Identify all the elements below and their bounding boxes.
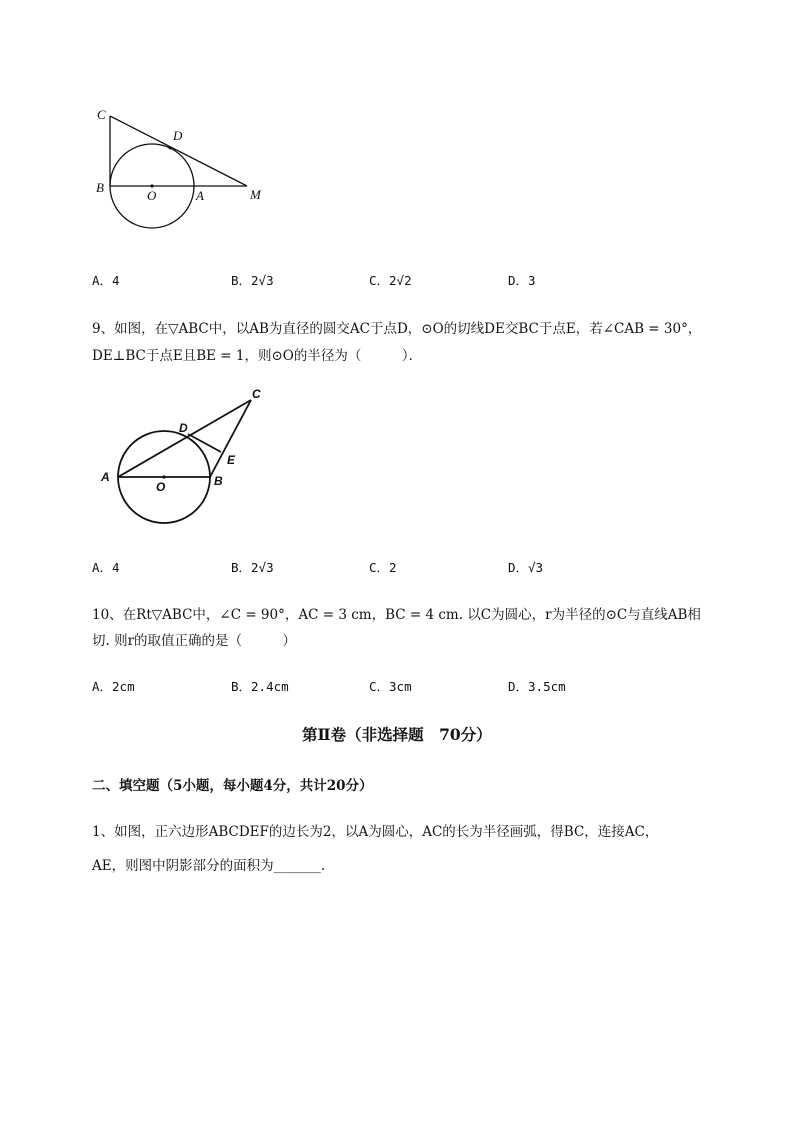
label-c: C	[97, 107, 106, 122]
fill1-line-1: 1、如图，正六边形ABCDEF的边长为2，以A为圆心，AC的长为半径画弧，得BC，连接AC，	[92, 824, 659, 840]
q9-option-d[interactable]: D．√3	[508, 560, 544, 575]
section-title: 第Ⅱ卷（非选择题 70分）	[302, 725, 492, 744]
label-d: D	[173, 128, 183, 143]
label-a: A	[196, 188, 204, 203]
q9-line-1: 9、如图，在▽ABC中，以AB为直径的圆交AC于点D，⊙O的切线DE交BC于点E，若∠CAB = 30°，	[92, 321, 702, 337]
q10-option-b[interactable]: B．2.4cm	[231, 679, 289, 694]
q10-option-d[interactable]: D．3.5cm	[508, 679, 566, 694]
label-o: O	[147, 188, 157, 203]
q10-option-c[interactable]: C．3cm	[369, 679, 412, 694]
q9-line-2: DE⊥BC于点E且BE = 1，则⊙O的半径为（ ）．	[92, 348, 423, 364]
q10-option-a[interactable]: A．2cm	[92, 679, 135, 694]
label-d: D	[179, 421, 188, 435]
q9-option-c[interactable]: C．2	[369, 560, 397, 575]
label-c: C	[252, 387, 261, 401]
q8-option-c[interactable]: C．2√2	[369, 273, 412, 288]
q8-option-a[interactable]: A．4	[92, 273, 120, 288]
label-b: B	[96, 180, 104, 195]
label-b: B	[214, 474, 223, 488]
q8-option-d[interactable]: D．3	[508, 273, 536, 288]
q8-option-b[interactable]: B．2√3	[231, 273, 274, 288]
section2-heading: 二、填空题（5小题，每小题4分，共计20分）	[92, 778, 373, 794]
q10-line-2: 切. 则r的取值正确的是（ ）	[92, 633, 297, 649]
label-e: E	[227, 453, 236, 467]
label-o: O	[156, 480, 166, 494]
q9-option-a[interactable]: A．4	[92, 560, 120, 575]
q9-option-b[interactable]: B．2√3	[231, 560, 274, 575]
label-m: M	[250, 187, 261, 202]
fill1-line-2: AE，则图中阴影部分的面积为_______.	[92, 858, 326, 874]
q10-line-1: 10、在Rt▽ABC中，∠C = 90°，AC = 3 cm，BC = 4 cm. 以C为圆心，r为半径的⊙C与直线AB相	[92, 607, 701, 623]
label-a: A	[101, 470, 110, 484]
